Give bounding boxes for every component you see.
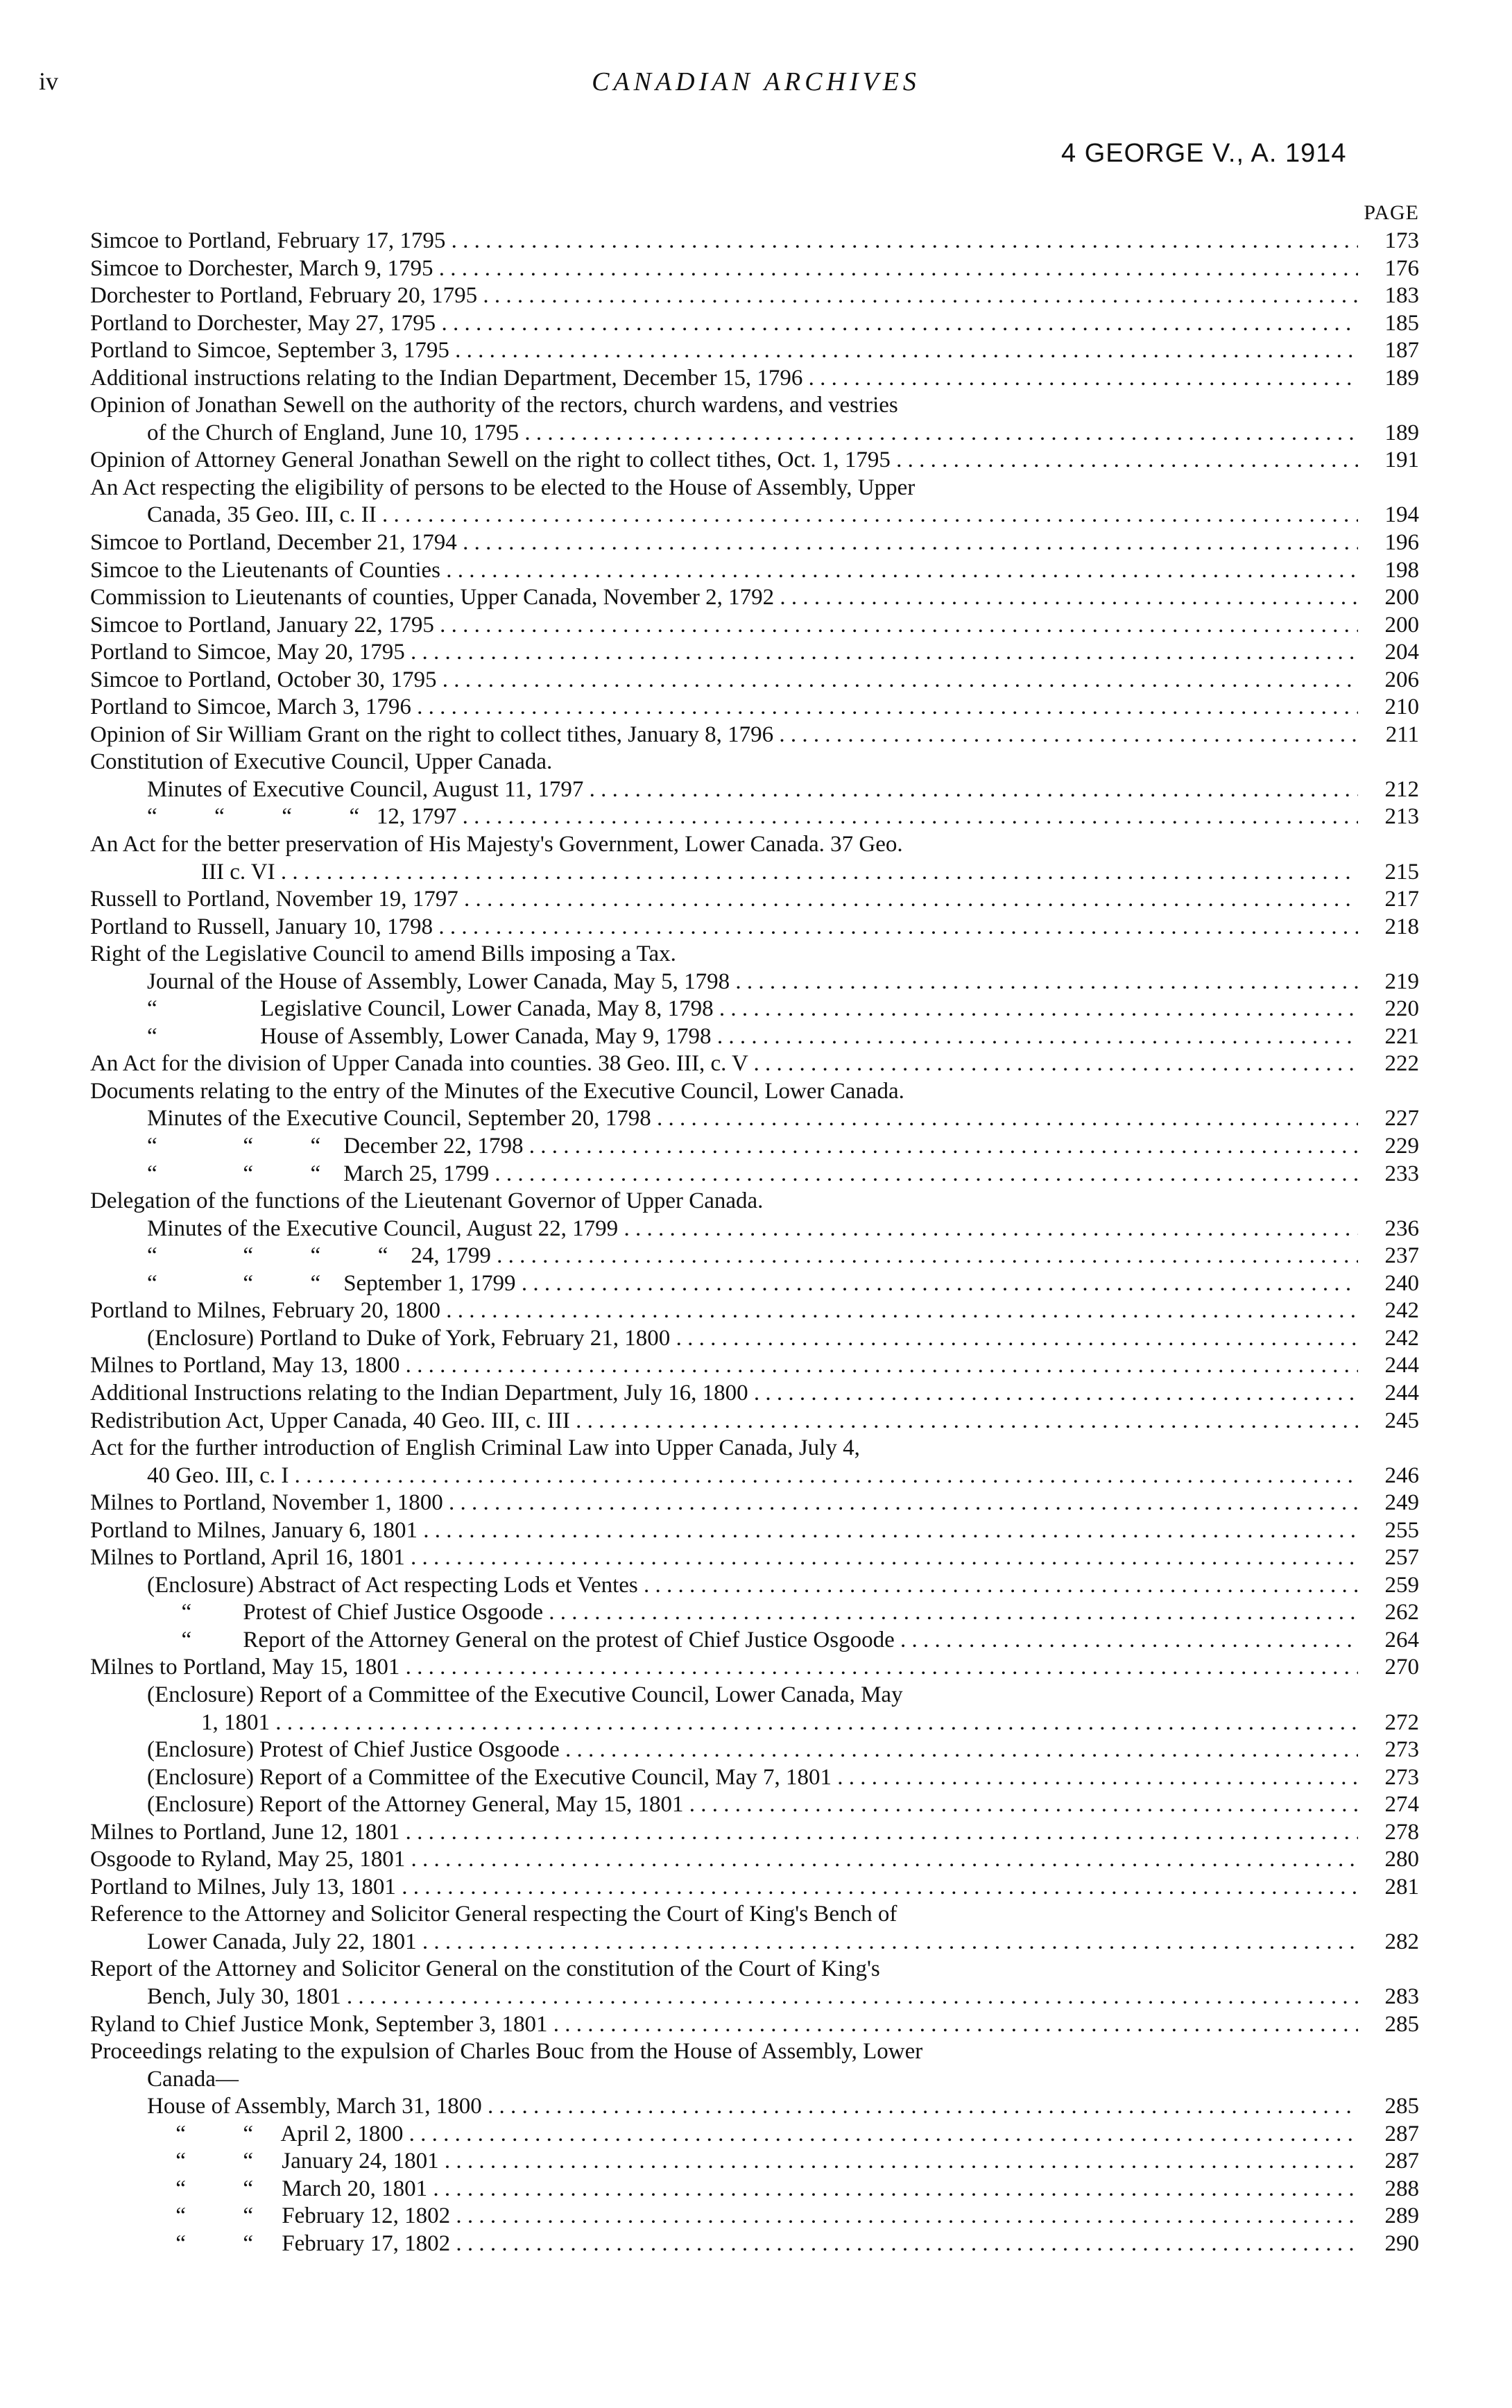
toc-entry: [90, 228, 1419, 255]
toc-entry-title: [90, 1023, 1358, 1051]
toc-entry-title: [90, 1709, 1358, 1737]
toc-entry-page: 217: [1384, 887, 1419, 912]
toc-entry-text: “ Protest of Chief Justice Osgoode: [147, 1600, 544, 1625]
toc-entry-page: 185: [1384, 310, 1419, 336]
toc-entry: [90, 1270, 1419, 1298]
toc-entry: [90, 1352, 1419, 1380]
toc-entry-title: [90, 1408, 1358, 1435]
toc-entry-title: [90, 1188, 1358, 1215]
toc-entry-text: Minutes of Executive Council, August 11, 1797: [147, 776, 584, 802]
toc-entry: [90, 1901, 1419, 1929]
toc-entry: [90, 1736, 1419, 1764]
toc-entry-page: 259: [1384, 1572, 1419, 1598]
toc-entry-text: 1, 1801: [201, 1709, 270, 1735]
toc-entry: [90, 2121, 1419, 2149]
toc-entry-title: [90, 1105, 1358, 1133]
toc-entry: [90, 721, 1419, 749]
toc-entry-text: Simcoe to Portland, February 17, 1795: [90, 228, 446, 253]
toc-entry: [90, 502, 1419, 529]
toc-entry-text: An Act for the better preservation of His Majesty's Government, Lower Canada. 37 Geo.: [90, 832, 903, 857]
toc-entry-page: 218: [1384, 914, 1419, 939]
toc-entry: [90, 1983, 1419, 2011]
toc-entry-title: [90, 1846, 1358, 1874]
toc-entry-text: “ “ “ “ 12, 1797: [147, 804, 457, 830]
toc-entry: [90, 1489, 1419, 1517]
toc-entry-text: (Enclosure) Abstract of Act respecting Lods et Ventes: [147, 1572, 638, 1598]
toc-entry-text: Simcoe to Portland, January 22, 1795: [90, 612, 434, 638]
toc-entry-text: “ “ February 17, 1802: [147, 2230, 451, 2256]
toc-entry-page: 274: [1384, 1792, 1419, 1818]
toc-entry-page: 242: [1384, 1298, 1419, 1324]
toc-entry: [90, 1050, 1419, 1078]
toc-entry: [90, 1188, 1419, 1215]
toc-entry-title: [90, 1489, 1358, 1517]
toc-entry-text: Act for the further introduction of English Criminal Law into Upper Canada, July 4,: [90, 1435, 860, 1461]
toc-entry: [90, 2203, 1419, 2230]
toc-entry: [90, 2148, 1419, 2176]
toc-entry-title: [90, 420, 1358, 447]
toc-entry: [90, 667, 1419, 694]
toc-entry-text: Lower Canada, July 22, 1801: [147, 1929, 417, 1954]
toc-entry-title: [90, 1544, 1358, 1572]
toc-entry-page: 262: [1384, 1600, 1419, 1625]
toc-entry: [90, 1215, 1419, 1243]
toc-entry-page: 285: [1384, 2011, 1419, 2037]
toc-entry-page: 244: [1384, 1353, 1419, 1378]
toc-entry-title: [90, 721, 1358, 749]
toc-entry: [90, 996, 1419, 1023]
toc-entry-page: 283: [1384, 1983, 1419, 2009]
toc-entry: [90, 1627, 1419, 1655]
toc-entry-title: [90, 255, 1358, 283]
toc-entry: [90, 392, 1419, 420]
toc-entry-text: Dorchester to Portland, February 20, 1795: [90, 283, 478, 309]
toc-entry: [90, 831, 1419, 859]
toc-entry-title: [90, 1901, 1358, 1929]
toc-entry-title: [90, 2093, 1358, 2121]
toc-entry-text: Ryland to Chief Justice Monk, September 3, 1801: [90, 2011, 548, 2037]
toc-entry-page: 236: [1384, 1215, 1419, 1241]
toc-entry-text: Portland to Milnes, July 13, 1801: [90, 1874, 396, 1899]
toc-entry-title: [90, 2148, 1358, 2176]
toc-entry-page: 287: [1384, 2149, 1419, 2174]
toc-entry-text: Portland to Milnes, January 6, 1801: [90, 1517, 418, 1543]
toc-entry-page: 187: [1384, 338, 1419, 364]
toc-entry-text: Portland to Simcoe, March 3, 1796: [90, 694, 411, 720]
toc-entry-text: Portland to Simcoe, May 20, 1795: [90, 640, 405, 665]
toc-entry: [90, 1791, 1419, 1819]
toc-entry-page: 257: [1384, 1545, 1419, 1571]
toc-entry-title: [90, 557, 1358, 585]
toc-entry-page: 245: [1384, 1408, 1419, 1433]
toc-entry-text: 40 Geo. III, c. I: [147, 1462, 289, 1488]
toc-entry-text: Portland to Milnes, February 20, 1800: [90, 1298, 441, 1324]
toc-entry-title: [90, 1682, 1358, 1709]
toc-entry-text: Simcoe to Portland, October 30, 1795: [90, 667, 437, 692]
toc-entry: [90, 1572, 1419, 1600]
toc-entry: [90, 1956, 1419, 1983]
toc-entry-title: [90, 968, 1358, 996]
toc-entry-page: 270: [1384, 1655, 1419, 1680]
toc-entry: [90, 749, 1419, 776]
toc-entry-text: Milnes to Portland, June 12, 1801: [90, 1819, 400, 1845]
toc-entry-page: 273: [1384, 1737, 1419, 1763]
toc-entry-page: 176: [1384, 255, 1419, 281]
toc-entry-page: 189: [1384, 420, 1419, 445]
toc-entry: [90, 1846, 1419, 1874]
toc-entry: [90, 337, 1419, 365]
toc-entry-title: [90, 612, 1358, 640]
toc-entry-title: [90, 1243, 1358, 1270]
toc-entry-text: (Enclosure) Protest of Chief Justice Osgoode: [147, 1737, 560, 1763]
toc-entry-text: Opinion of Sir William Grant on the right to collect tithes, January 8, 1796: [90, 721, 774, 747]
toc-entry: [90, 968, 1419, 996]
toc-entry-text: Report of the Attorney and Solicitor General on the constitution of the Court of King's: [90, 1956, 880, 1982]
toc-entry-title: [90, 228, 1358, 255]
toc-entry-text: Canada—: [147, 2066, 239, 2092]
toc-entry: [90, 584, 1419, 612]
toc-entry: [90, 886, 1419, 914]
toc-entry: [90, 1599, 1419, 1627]
toc-entry: [90, 1517, 1419, 1545]
toc-entry-title: [90, 776, 1358, 804]
toc-entry-page: 221: [1384, 1023, 1419, 1049]
toc-entry: [90, 1435, 1419, 1462]
toc-entry: [90, 941, 1419, 968]
toc-entry-page: 211: [1385, 721, 1419, 747]
toc-entry-title: [90, 1462, 1358, 1490]
toc-entry-title: [90, 2066, 1358, 2094]
toc-entry-text: Opinion of Attorney General Jonathan Sewell on the right to collect tithes, Oct. 1, 1795: [90, 447, 891, 473]
toc-entry-page: 249: [1384, 1490, 1419, 1516]
toc-entry-text: of the Church of England, June 10, 1795: [147, 420, 519, 445]
toc-entry-title: [90, 1325, 1358, 1353]
toc-entry-title: [90, 1352, 1358, 1380]
toc-entry: [90, 639, 1419, 667]
toc-entry: [90, 1243, 1419, 1270]
toc-entry-page: 183: [1384, 283, 1419, 309]
toc-entry: [90, 1297, 1419, 1325]
toc-entry-title: [90, 282, 1358, 310]
toc-entry-page: 237: [1384, 1243, 1419, 1269]
toc-entry: [90, 2038, 1419, 2066]
toc-entry-text: (Enclosure) Report of the Attorney General, May 15, 1801: [147, 1792, 684, 1818]
toc-entry: [90, 914, 1419, 941]
toc-entry-page: 282: [1384, 1929, 1419, 1954]
toc-entry-page: 200: [1384, 585, 1419, 610]
toc-entry-title: [90, 502, 1358, 529]
toc-entry: [90, 1078, 1419, 1106]
toc-entry-page: 222: [1384, 1051, 1419, 1077]
toc-entry-title: [90, 310, 1358, 338]
toc-entry-page: 246: [1384, 1462, 1419, 1488]
toc-entry-page: 233: [1384, 1161, 1419, 1186]
toc-entry-title: [90, 1270, 1358, 1298]
toc-entry-title: [90, 1517, 1358, 1545]
toc-entry-page: 206: [1384, 667, 1419, 692]
toc-entry-text: “ House of Assembly, Lower Canada, May 9, 1798: [147, 1023, 712, 1049]
toc-entry-page: 287: [1384, 2121, 1419, 2146]
toc-entry: [90, 1408, 1419, 1435]
page-column-label: PAGE: [1364, 201, 1419, 224]
toc-entry-text: Simcoe to Portland, December 21, 1794: [90, 530, 457, 555]
toc-entry-title: [90, 914, 1358, 941]
toc-entry-page: 278: [1384, 1819, 1419, 1845]
toc-entry: [90, 1133, 1419, 1161]
toc-entry-text: “ “ “ December 22, 1798: [147, 1134, 524, 1159]
toc-entry-page: 173: [1384, 228, 1419, 253]
toc-entry-page: 196: [1384, 530, 1419, 555]
toc-entry-title: [90, 2011, 1358, 2039]
toc-entry-page: 264: [1384, 1627, 1419, 1653]
toc-entry-page: 227: [1384, 1106, 1419, 1132]
toc-entry-text: “ “ March 20, 1801: [147, 2176, 428, 2201]
toc-entry-title: [90, 941, 1358, 968]
toc-entry: [90, 2176, 1419, 2203]
toc-entry-page: 288: [1384, 2176, 1419, 2201]
toc-entry-title: [90, 1956, 1358, 1983]
toc-entry-title: [90, 1297, 1358, 1325]
toc-entry-page: 240: [1384, 1270, 1419, 1296]
toc-entry-text: “ Report of the Attorney General on the protest of Chief Justice Osgoode: [147, 1627, 895, 1653]
toc-entry-text: Additional Instructions relating to the Indian Department, July 16, 1800: [90, 1380, 748, 1406]
toc-entry: [90, 1929, 1419, 1956]
toc-entry-title: [90, 2176, 1358, 2203]
toc-entry-title: [90, 667, 1358, 694]
toc-entry-text: Osgoode to Ryland, May 25, 1801: [90, 1847, 406, 1872]
toc-entry-page: 191: [1384, 447, 1419, 473]
toc-entry-text: Portland to Dorchester, May 27, 1795: [90, 310, 436, 336]
toc-entry-text: Bench, July 30, 1801: [147, 1983, 341, 2009]
toc-entry-text: Milnes to Portland, May 15, 1801: [90, 1655, 400, 1680]
toc-entry-title: [90, 1764, 1358, 1792]
toc-entry-title: [90, 886, 1358, 914]
toc-entry-text: Canada, 35 Geo. III, c. II: [147, 502, 377, 528]
toc-entry: [90, 776, 1419, 804]
toc-entry-text: “ “ “ September 1, 1799: [147, 1270, 516, 1296]
toc-entry-title: [90, 447, 1358, 475]
toc-entry-title: [90, 1161, 1358, 1188]
toc-entry-text: “ Legislative Council, Lower Canada, May 8, 1798: [147, 996, 714, 1022]
toc-entry-title: [90, 1791, 1358, 1819]
toc-entry-text: Constitution of Executive Council, Upper Canada.: [90, 749, 553, 775]
toc-entry-text: Portland to Simcoe, September 3, 1795: [90, 338, 449, 364]
toc-entry: [90, 1106, 1419, 1134]
toc-entry-title: [90, 1435, 1358, 1462]
toc-entry-text: Minutes of the Executive Council, September 20, 1798: [147, 1106, 651, 1132]
toc-entry: [90, 447, 1419, 475]
toc-entry-text: “ “ February 12, 1802: [147, 2203, 451, 2229]
toc-entry-title: [90, 694, 1358, 721]
toc-entry-title: [90, 831, 1358, 859]
toc-entry: [90, 1544, 1419, 1572]
toc-entry-page: 215: [1384, 859, 1419, 885]
toc-entry-title: [90, 1078, 1358, 1106]
toc-entry-text: An Act for the division of Upper Canada into counties. 38 Geo. III, c. V: [90, 1051, 748, 1077]
toc-entry-text: Delegation of the functions of the Lieutenant Governor of Upper Canada.: [90, 1188, 764, 1214]
toc-entry-title: [90, 1819, 1358, 1847]
toc-entry-page: 280: [1384, 1847, 1419, 1872]
toc-entry-text: (Enclosure) Report of a Committee of the Executive Council, Lower Canada, May: [147, 1682, 903, 1707]
toc-entry-page: 229: [1384, 1134, 1419, 1159]
toc-entry-title: [90, 337, 1358, 365]
toc-entry: [90, 282, 1419, 310]
toc-entry-title: [90, 2230, 1358, 2258]
toc-entry-page: 213: [1384, 804, 1419, 830]
toc-entry-title: [90, 529, 1358, 557]
toc-entry-text: Minutes of the Executive Council, August 22, 1799: [147, 1215, 619, 1241]
toc-entry-title: [90, 365, 1358, 393]
toc-entry-title: [90, 1736, 1358, 1764]
toc-entry-text: Simcoe to the Lieutenants of Counties: [90, 557, 440, 583]
toc-entry: [90, 612, 1419, 640]
toc-entry-text: Russell to Portland, November 19, 1797: [90, 887, 458, 912]
toc-entry: [90, 803, 1419, 831]
toc-entry-page: 204: [1384, 640, 1419, 665]
toc-entry: [90, 1462, 1419, 1490]
toc-entry-text: Documents relating to the entry of the Minutes of the Executive Council, Lower Canada.: [90, 1078, 904, 1104]
toc-entry-page: 272: [1384, 1709, 1419, 1735]
toc-entry-page: 189: [1384, 365, 1419, 391]
toc-entry-text: “ “ “ “ 24, 1799: [147, 1243, 491, 1269]
toc-entry-page: 281: [1384, 1874, 1419, 1899]
toc-entry-title: [90, 803, 1358, 831]
toc-entry-title: [90, 996, 1358, 1023]
toc-entry: [90, 1682, 1419, 1709]
toc-entry-page: 285: [1384, 2094, 1419, 2119]
toc-entry: [90, 1023, 1419, 1051]
toc-entry-page: 219: [1384, 968, 1419, 994]
toc-entry: [90, 1161, 1419, 1188]
toc-entry-page: 255: [1384, 1517, 1419, 1543]
toc-entry-text: Simcoe to Dorchester, March 9, 1795: [90, 255, 433, 281]
toc-entry-page: 242: [1384, 1325, 1419, 1351]
toc-entry: [90, 1819, 1419, 1847]
toc-entry: [90, 255, 1419, 283]
toc-entry: [90, 694, 1419, 721]
toc-entry-title: [90, 2121, 1358, 2149]
toc-entry-text: Opinion of Jonathan Sewell on the authority of the rectors, church wardens, and vestries: [90, 393, 898, 418]
toc-entry-text: Milnes to Portland, November 1, 1800: [90, 1490, 443, 1516]
toc-entry: [90, 1764, 1419, 1792]
toc-entry: [90, 1380, 1419, 1408]
toc-entry-text: Portland to Russell, January 10, 1798: [90, 914, 433, 939]
toc-entry: [90, 1654, 1419, 1682]
toc-entry-page: 273: [1384, 1764, 1419, 1790]
toc-entry: [90, 2011, 1419, 2039]
toc-entry-title: [90, 1380, 1358, 1408]
toc-entry-text: Milnes to Portland, April 16, 1801: [90, 1545, 405, 1571]
toc-entry-page: 210: [1384, 694, 1419, 720]
toc-entry-title: [90, 639, 1358, 667]
toc-entry-page: 244: [1384, 1380, 1419, 1406]
toc-entry-text: (Enclosure) Portland to Duke of York, February 21, 1800: [147, 1325, 671, 1351]
toc-entry-title: [90, 475, 1358, 502]
toc-entry-page: 289: [1384, 2203, 1419, 2229]
toc-entry: [90, 529, 1419, 557]
toc-entry-text: “ “ January 24, 1801: [147, 2149, 439, 2174]
toc-entry-title: [90, 584, 1358, 612]
toc-entry-title: [90, 1627, 1358, 1655]
toc-entry-text: Reference to the Attorney and Solicitor General respecting the Court of King's Bench of: [90, 1902, 897, 1927]
toc-entry-text: (Enclosure) Report of a Committee of the Executive Council, May 7, 1801: [147, 1764, 832, 1790]
toc-entry: [90, 2066, 1419, 2094]
toc-entry-page: 198: [1384, 557, 1419, 583]
toc-entry: [90, 1709, 1419, 1737]
toc-entry-text: Redistribution Act, Upper Canada, 40 Geo. III, c. III: [90, 1408, 570, 1433]
toc-entry-text: “ “ April 2, 1800: [147, 2121, 404, 2146]
toc-entry: [90, 859, 1419, 887]
toc-entry-text: Proceedings relating to the expulsion of Charles Bouc from the House of Assembly, Lower: [90, 2039, 923, 2065]
toc-entry: [90, 2093, 1419, 2121]
toc-entry-title: [90, 1215, 1358, 1243]
toc-entry-title: [90, 749, 1358, 776]
toc-entry: [90, 310, 1419, 338]
toc-entry: [90, 365, 1419, 393]
toc-entry-text: III c. VI: [201, 859, 275, 885]
toc-entry: [90, 1325, 1419, 1353]
toc-entry-page: 200: [1384, 612, 1419, 638]
session-label: 4 GEORGE V., A. 1914: [1061, 139, 1347, 168]
toc-entry-page: 290: [1384, 2230, 1419, 2256]
toc-entry-title: [90, 1572, 1358, 1600]
toc-entry-text: Additional instructions relating to the Indian Department, December 15, 1796: [90, 365, 803, 391]
table-of-contents: [90, 228, 1419, 2257]
toc-entry-title: [90, 1874, 1358, 1902]
toc-entry: [90, 557, 1419, 585]
toc-entry-page: 194: [1384, 502, 1419, 528]
toc-entry-text: An Act respecting the eligibility of persons to be elected to the House of Assembly, Upper: [90, 475, 916, 500]
toc-entry-title: [90, 1983, 1358, 2011]
toc-entry-page: 220: [1384, 996, 1419, 1022]
page-number: iv: [39, 67, 59, 95]
running-title: CANADIAN ARCHIVES: [592, 67, 920, 96]
toc-entry-title: [90, 1133, 1358, 1161]
toc-entry-text: Right of the Legislative Council to amend Bills imposing a Tax.: [90, 941, 676, 967]
toc-entry-text: Commission to Lieutenants of counties, Upper Canada, November 2, 1792: [90, 585, 775, 610]
toc-entry-text: House of Assembly, March 31, 1800: [147, 2094, 482, 2119]
toc-entry-title: [90, 2203, 1358, 2230]
toc-entry-title: [90, 1050, 1358, 1078]
toc-entry-title: [90, 392, 1358, 420]
toc-entry-title: [90, 2038, 1358, 2066]
toc-entry-title: [90, 859, 1358, 887]
toc-entry-text: “ “ “ March 25, 1799: [147, 1161, 490, 1186]
toc-entry-text: Journal of the House of Assembly, Lower Canada, May 5, 1798: [147, 968, 730, 994]
toc-entry-title: [90, 1654, 1358, 1682]
toc-entry-title: [90, 1599, 1358, 1627]
toc-entry: [90, 475, 1419, 502]
toc-entry: [90, 2230, 1419, 2258]
toc-entry-title: [90, 1929, 1358, 1956]
toc-entry: [90, 1874, 1419, 1902]
toc-entry-text: Milnes to Portland, May 13, 1800: [90, 1353, 400, 1378]
toc-entry-page: 212: [1384, 776, 1419, 802]
toc-entry: [90, 420, 1419, 447]
